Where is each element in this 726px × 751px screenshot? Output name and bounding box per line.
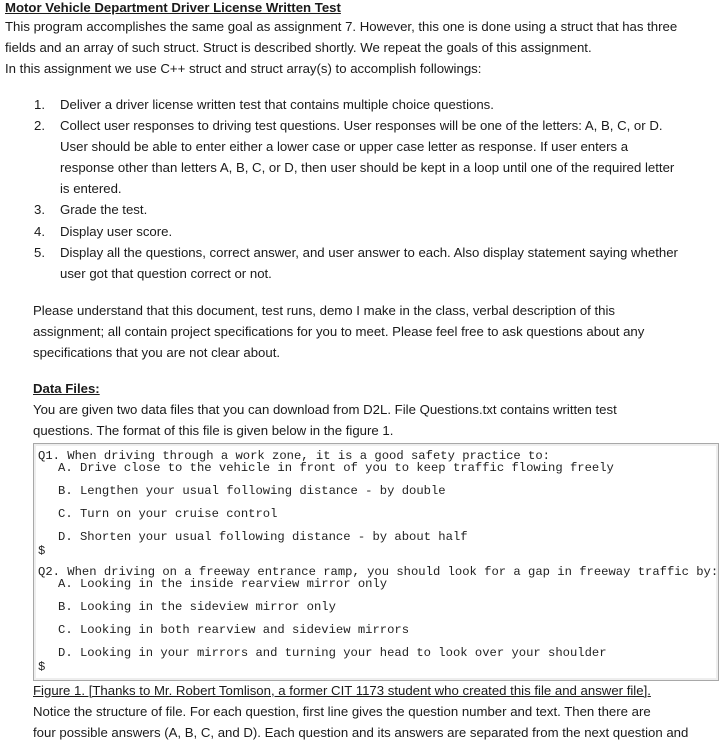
intro-line: This program accomplishes the same goal as assignment 7. However, this one is done using a struct that has three	[5, 19, 678, 34]
list-number: 1.	[34, 97, 45, 112]
paragraph-line: specifications that you are not clear about.	[33, 345, 281, 360]
list-number: 2.	[34, 118, 45, 133]
list-item-text: response other than letters A, B, C, or D, then user should be kept in a loop until one of the required letter	[60, 160, 675, 175]
paragraph-line: assignment; all contain project specifications for you to meet. Please feel free to ask questions about any	[33, 324, 645, 339]
code-answer: A. Looking in the inside rearview mirror only	[58, 577, 388, 591]
list-item-text: Display user score.	[60, 224, 173, 239]
intro-line: fields and an array of such struct. Struct is described shortly. We repeat the goals of this assignment.	[5, 40, 592, 55]
list-item-text: user got that question correct or not.	[60, 266, 272, 281]
list-item-text: is entered.	[60, 181, 122, 196]
list-item-text: Deliver a driver license written test that contains multiple choice questions.	[60, 97, 494, 112]
figure-caption: Figure 1. [Thanks to Mr. Robert Tomlison, a former CIT 1173 student who created this file and answer file].	[33, 683, 651, 698]
code-answer: A. Drive close to the vehicle in front of you to keep traffic flowing freely	[58, 461, 614, 475]
list-number: 4.	[34, 224, 45, 239]
paragraph-line: four possible answers (A, B, C, and D). Each question and its answers are separated from the next question and	[33, 725, 689, 740]
code-question: Q1. When driving through a work zone, it is a good safety practice to:	[38, 449, 550, 463]
paragraph-line: Please understand that this document, test runs, demo I make in the class, verbal description of this	[33, 303, 616, 318]
code-question: Q2. When driving on a freeway entrance ramp, you should look for a gap in freeway traffic by:	[38, 565, 719, 579]
code-answer: D. Shorten your usual following distance - by about half	[58, 530, 468, 544]
list-item-text: Display all the questions, correct answer, and user answer to each. Also display statement saying whether	[60, 245, 678, 260]
paragraph-line: Notice the structure of file. For each question, first line gives the question number and text. Then there are	[33, 704, 651, 719]
intro-line: In this assignment we use C++ struct and struct array(s) to accomplish followings:	[5, 61, 482, 76]
list-item-text: Collect user responses to driving test questions. User responses will be one of the letters: A, B, C, or D.	[60, 118, 663, 133]
paragraph-line: You are given two data files that you can download from D2L. File Questions.txt contains written test	[33, 402, 617, 417]
data-files-heading: Data Files:	[33, 381, 100, 396]
code-answer: C. Turn on your cruise control	[58, 507, 278, 521]
code-answer: B. Lengthen your usual following distance - by double	[58, 484, 446, 498]
list-item-text: User should be able to enter either a lower case or upper case letter as response. If user enters a	[60, 139, 629, 154]
code-separator: $	[38, 544, 46, 558]
list-item-text: Grade the test.	[60, 202, 148, 217]
code-answer: D. Looking in your mirrors and turning your head to look over your shoulder	[58, 646, 607, 660]
list-number: 5.	[34, 245, 45, 260]
code-answer: B. Looking in the sideview mirror only	[58, 600, 336, 614]
paragraph-line: questions. The format of this file is given below in the figure 1.	[33, 423, 394, 438]
code-answer: C. Looking in both rearview and sideview mirrors	[58, 623, 410, 637]
document-title: Motor Vehicle Department Driver License Written Test	[5, 0, 341, 15]
code-separator: $	[38, 660, 46, 674]
list-number: 3.	[34, 202, 45, 217]
